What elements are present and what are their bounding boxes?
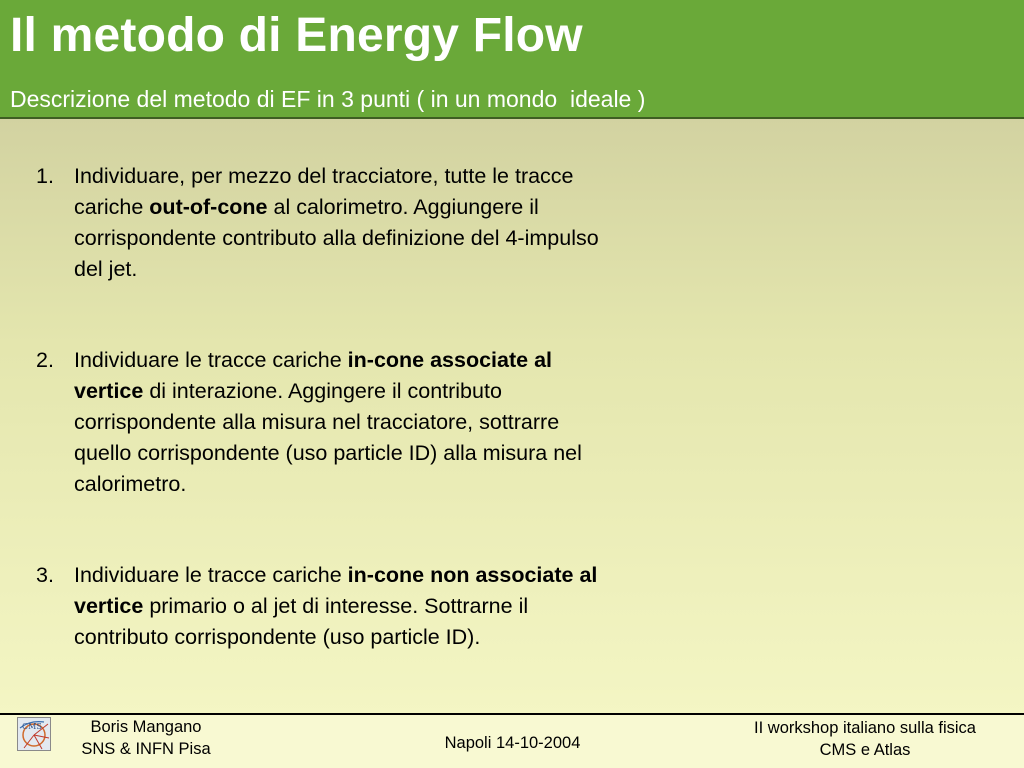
- list-item-text-a: Individuare, per mezzo del tracciatore, tutte le tracce cariche: [74, 164, 574, 219]
- list-item-bold: in-cone associate al vertice: [74, 348, 553, 403]
- list-item-text-b: primario o al jet di interesse. Sottrarne il contributo corrispondente (uso particle ID).: [74, 594, 529, 649]
- list-item-number: 3.: [36, 563, 54, 587]
- footer-author-name: Boris Mangano: [90, 718, 202, 736]
- footer-author: [56, 716, 236, 760]
- cms-logo-text: CMS: [22, 722, 42, 731]
- list-item-bold: in-cone non associate al vertice: [74, 563, 598, 618]
- slide-title: Il metodo di Energy Flow: [10, 9, 583, 62]
- list-item-text: [74, 560, 606, 653]
- list-item-text-b: di interazione. Aggingere il contributo corrispondente alla misura nel tracciatore, sottrarre quello corrispondente (uso particle ID) alla misura nel calorimetro.: [74, 379, 582, 496]
- slide-content: [0, 121, 1024, 713]
- list-item-number: 1.: [36, 164, 54, 188]
- list-item-3: [36, 560, 606, 653]
- list-item-1: [36, 161, 606, 285]
- list-item-number: 2.: [36, 348, 54, 372]
- list-item-text: [74, 161, 606, 285]
- list-item-text-a: Individuare le tracce cariche: [74, 563, 348, 587]
- slide-footer: [0, 713, 1024, 768]
- list-item-text-a: Individuare le tracce cariche: [74, 348, 348, 372]
- slide-header: [0, 0, 1024, 119]
- footer-event-line2: CMS e Atlas: [819, 741, 911, 759]
- footer-event: [720, 717, 1010, 761]
- list-item-text-b: al calorimetro. Aggiungere il corrispondente contributo alla definizione del 4-impulso del jet.: [74, 195, 599, 281]
- cms-logo-icon: [17, 717, 51, 751]
- footer-author-affiliation: SNS & INFN Pisa: [81, 740, 211, 758]
- footer-event-line1: II workshop italiano sulla fisica: [754, 719, 976, 737]
- footer-date: Napoli 14-10-2004: [444, 734, 581, 752]
- slide-subtitle: Descrizione del metodo di EF in 3 punti ( in un mondo ideale ): [10, 86, 646, 112]
- list-item-2: [36, 345, 606, 500]
- list-item-text: [74, 345, 606, 500]
- list-item-bold: out-of-cone: [149, 195, 268, 219]
